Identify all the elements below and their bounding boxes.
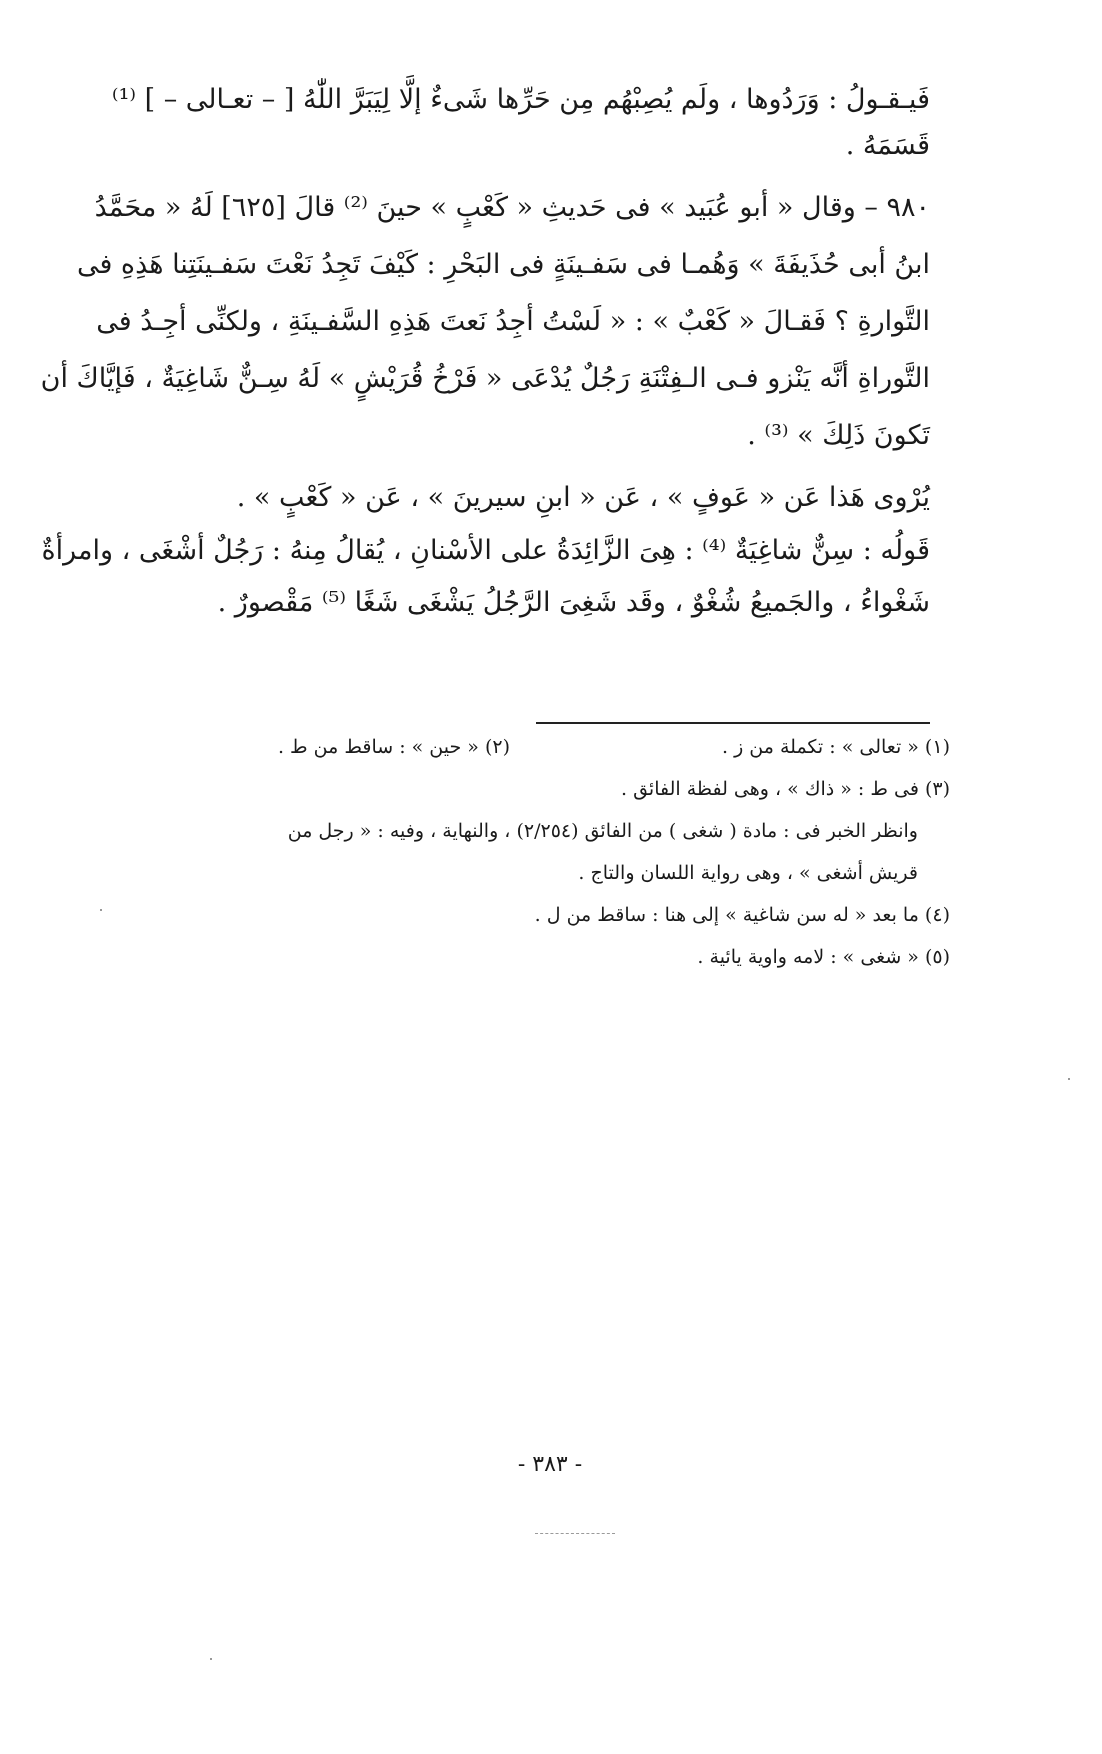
text-line: قَولُه : سِنٌّ شاغِيَةٌ ⁽⁴⁾ : هِىَ الزَّائِدَةُ على الأسْنانِ ، يُقالُ مِنهُ : رَجُلٌ أشْغَى ، وامرأةٌ (41, 535, 930, 566)
footnotes (170, 736, 950, 988)
text-line: شَغْواءُ ، والجَميعُ شُغْوٌ ، وقَد شَغِىَ الرَّجُلُ يَشْغَى شَغًا ⁽⁵⁾ مَقْصورٌ . (217, 587, 930, 618)
page-number: - ٣٨٣ - (517, 1452, 583, 1477)
footnote-3: (٣) فى ط : « ذاك » ، وهى لفظة الفائق . (620, 778, 950, 800)
text-line: قَسَمَهُ . (845, 130, 930, 161)
footnote-2: (٢) « حين » : ساقط من ط . (277, 736, 510, 758)
text-line: فَيـقـولُ : وَرَدُوها ، ولَم يُصِبْهُم مِن حَرِّها شَىءٌ إلَّا لِيَبَرَّ اللّٰهُ [ – تعـالى – ] ⁽¹⁾ (111, 84, 930, 115)
footnote-1: (١) « تعالى » : تكملة من ز . (722, 736, 950, 758)
text-line: التَّوراةِ أنَّه يَنْزو فـى الـفِتْنَةِ رَجُلٌ يُدْعَى « فَرْخُ قُرَيْشٍ » لَهُ سِـنٌّ شَاغِيَةٌ ، فَإيَّاكَ أن (40, 363, 930, 394)
scan-speck (100, 909, 102, 911)
footnote-3-continued: وانظر الخبر فى : مادة ( شغى ) من الفائق (٢/٢٥٤) ، والنهاية ، وفيه : « رجل من (287, 820, 918, 842)
text-line: التَّوارةِ ؟ فَقـالَ « كَعْبٌ » : « لَسْتُ أجِدُ نَعتَ هَذِهِ السَّفـينَةِ ، ولكنِّى أجِـدُ فى (96, 306, 930, 337)
text-line: ٩٨٠ – وقال « أبو عُبَيد » فى حَديثِ « كَعْبٍ » حينَ ⁽²⁾ قالَ [٦٢٥] لَهُ « محَمَّدُ (94, 192, 930, 223)
scan-artifact (535, 1533, 615, 1535)
footnote-5: (٥) « شغى » : لامه واوية يائية . (697, 946, 950, 968)
text-line: ابنُ أبى حُذَيفَةَ » وَهُمـا فى سَفـينَةٍ فى البَحْرِ : كَيْفَ تَجِدُ نَعْتَ سَفـينَتِنا هَذِهِ فى (76, 249, 930, 280)
text-line: يُرْوى هَذا عَن « عَوفٍ » ، عَن « ابنِ سيرينَ » ، عَن « كَعْبٍ » . (236, 482, 930, 513)
scan-speck (210, 1658, 212, 1660)
footnote-divider (536, 722, 930, 724)
footnote-row (170, 736, 950, 778)
footnote-4: (٤) ما بعد « له سن شاغية » إلى هنا : ساقط من ل . (534, 904, 950, 926)
footnote-3-continued: قريش أشغى » ، وهى رواية اللسان والتاج . (578, 862, 918, 884)
main-text (40, 84, 930, 641)
scan-speck (1068, 1078, 1070, 1080)
text-line: تَكونَ ذَلِكَ » ⁽³⁾ . (747, 420, 930, 451)
